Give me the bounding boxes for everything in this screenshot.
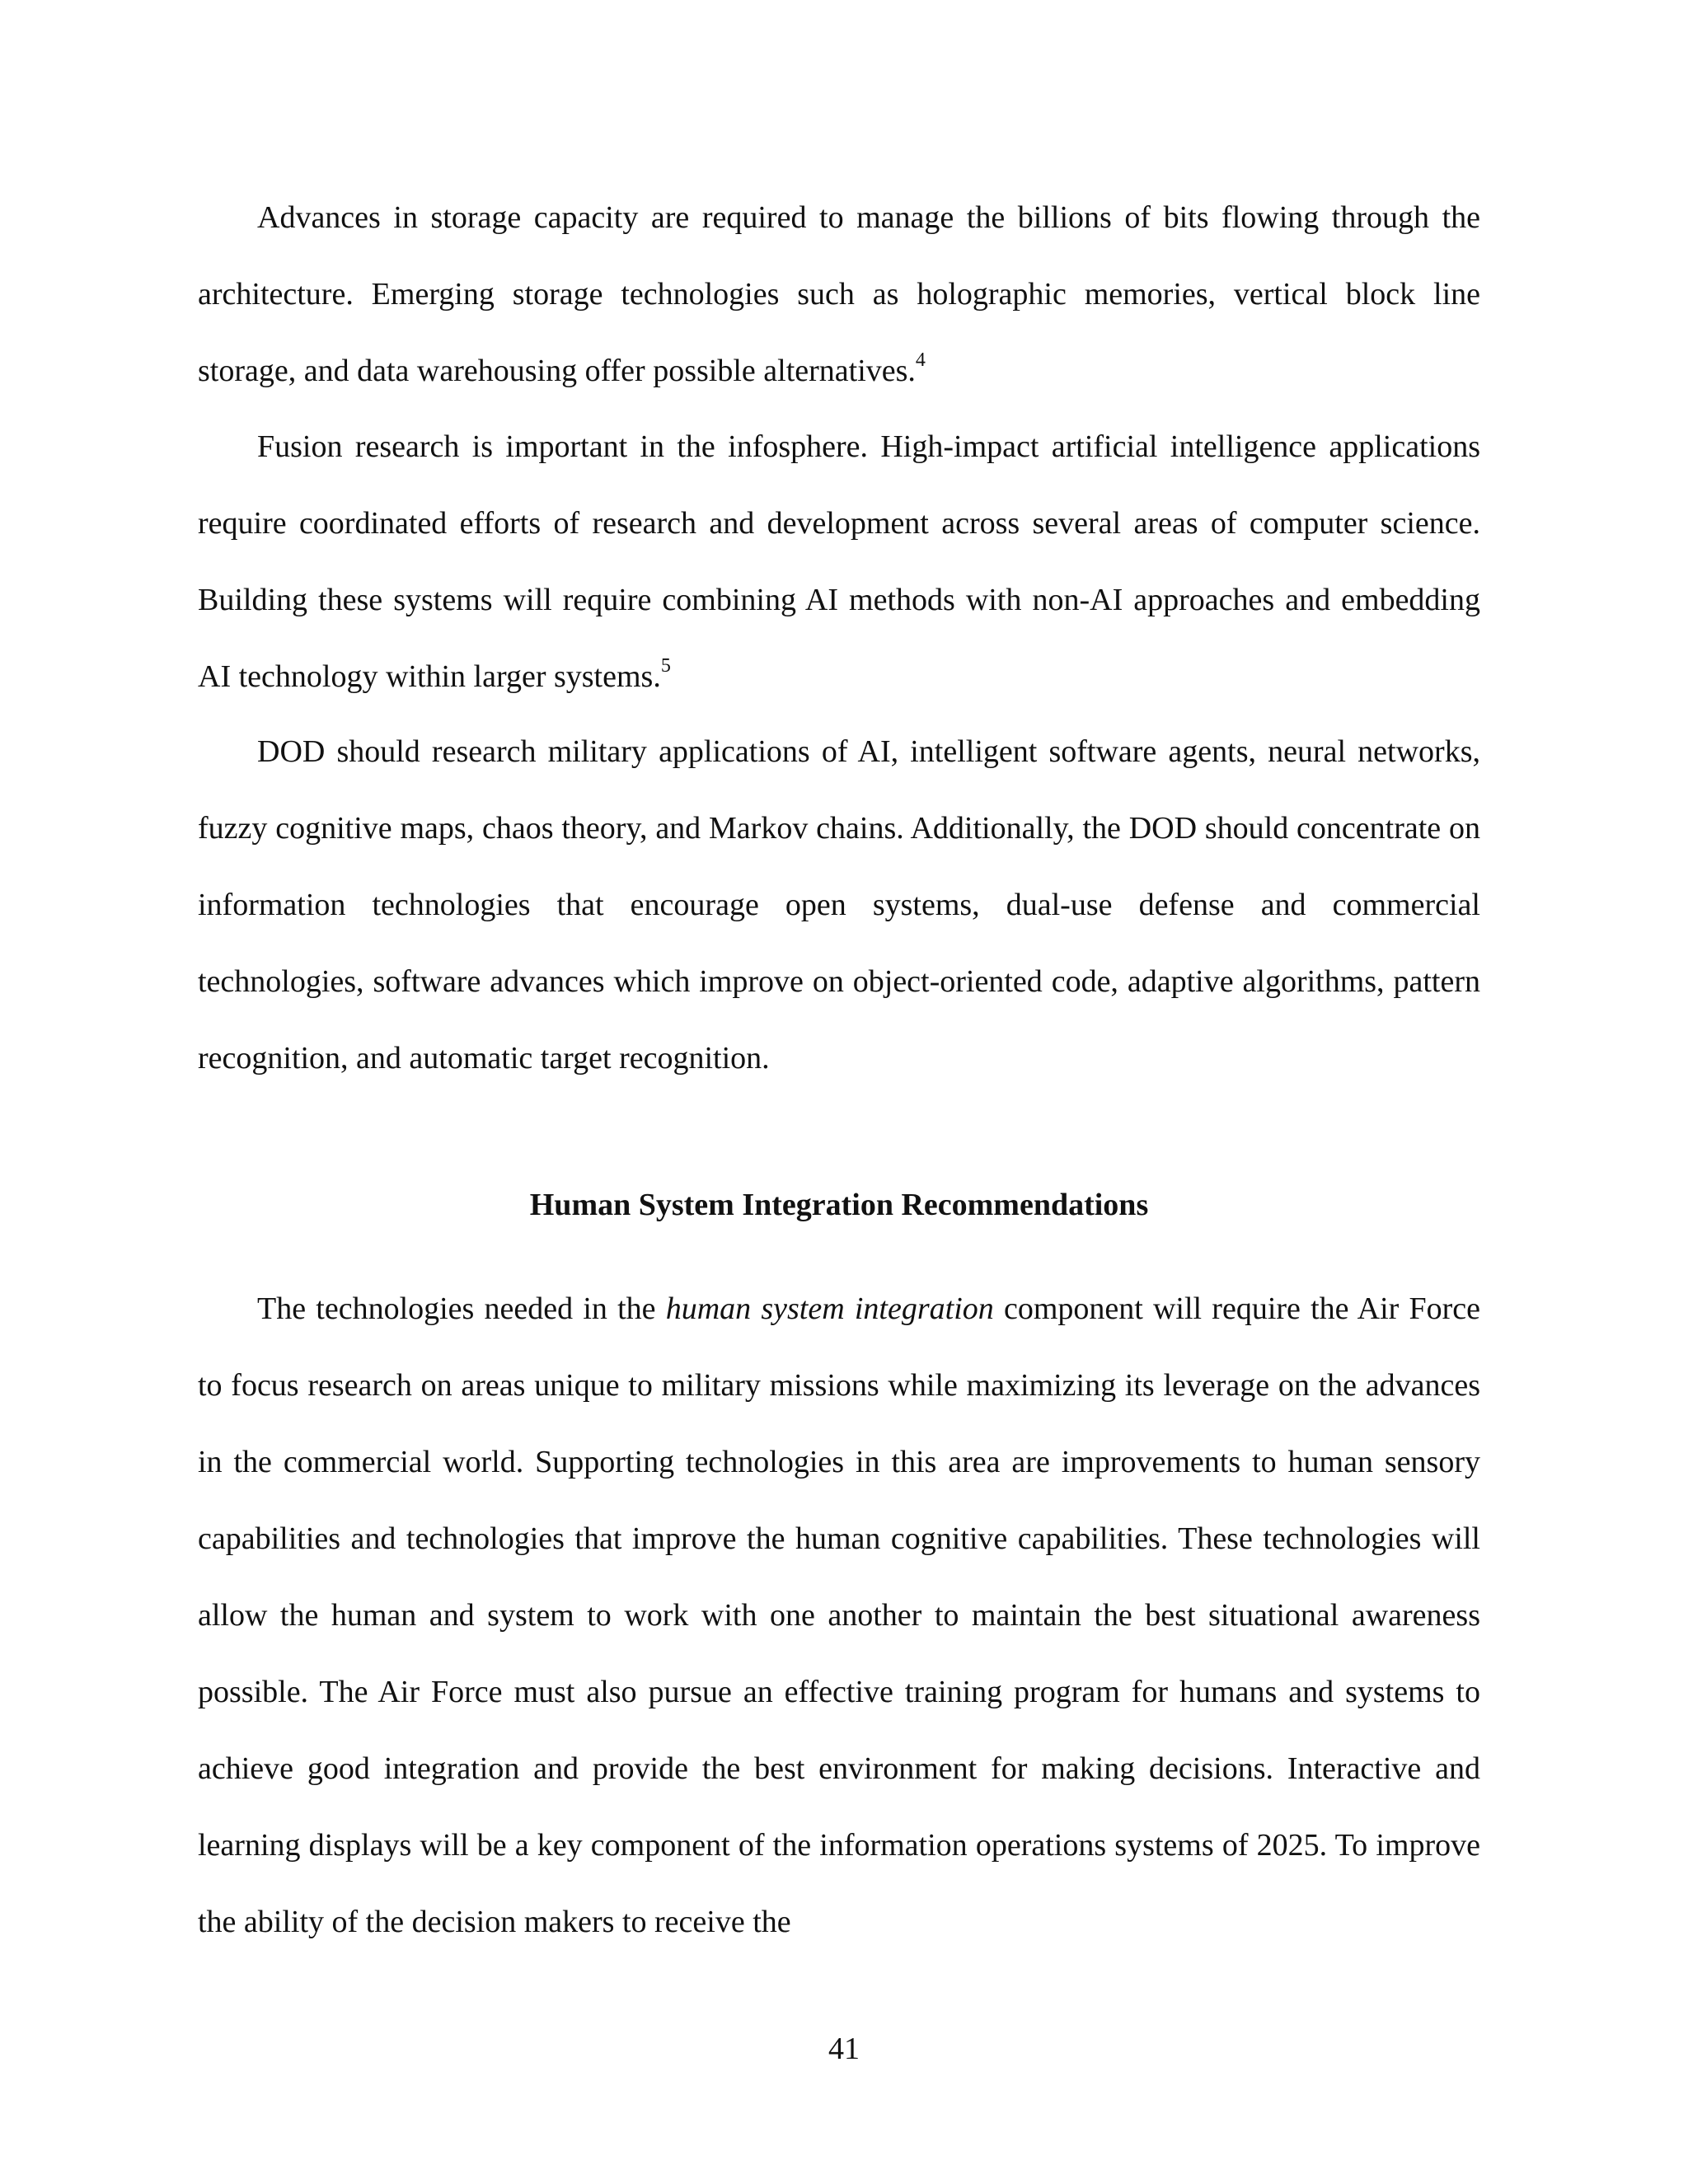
section-heading: Human System Integration Recommendations xyxy=(529,1188,1149,1222)
paragraph-text: Fusion research is important in the infosphere. High-impact artificial intelligence applications require coordinated efforts of research and development across several areas of computer science. Building these systems will require combining AI methods with non-AI approaches and embedding AI technology within larger systems. xyxy=(198,429,1480,694)
footnote-reference: 5 xyxy=(660,655,671,677)
paragraph-human-system-integration xyxy=(198,1271,1480,1961)
paragraph-storage-capacity xyxy=(198,180,1480,410)
paragraph-fusion-research xyxy=(198,409,1480,715)
paragraph-dod-research xyxy=(198,714,1480,1097)
paragraph-text: DOD should research military applications of AI, intelligent software agents, neural networks, fuzzy cognitive maps, chaos theory, and Markov chains. Additionally, the DOD should concentrate on information technologies that encourage open systems, dual-use defense and commercial technologies, software advances which improve on object-oriented code, adaptive algorithms, pattern recognition, and automatic target recognition. xyxy=(198,734,1480,1076)
paragraph-text-start: The technologies needed in the xyxy=(257,1291,666,1326)
footnote-reference: 4 xyxy=(915,349,926,371)
page-number: 41 xyxy=(828,2032,860,2066)
paragraph-text-end: component will require the Air Force to focus research on areas unique to military missions while maximizing its leverage on the advances in the commercial world. Supporting technologies in this area are improvements to human sensory capabilities and technologies that improve the human cognitive capabilities. These technologies will allow the human and system to work with one another to maintain the best situational awareness possible. The Air Force must also pursue an effective training program for humans and systems to achieve good integration and provide the best environment for making decisions. Interactive and learning displays will be a key component of the information operations systems of 2025. To improve the ability of the decision makers to receive the xyxy=(198,1291,1480,1939)
paragraph-text: Advances in storage capacity are required to manage the billions of bits flowing through the architecture. Emerging storage technologies such as holographic memories, vertical block line storage, and data warehousing offer possible alternatives. xyxy=(198,200,1480,388)
italic-term: human system integration xyxy=(665,1291,994,1326)
